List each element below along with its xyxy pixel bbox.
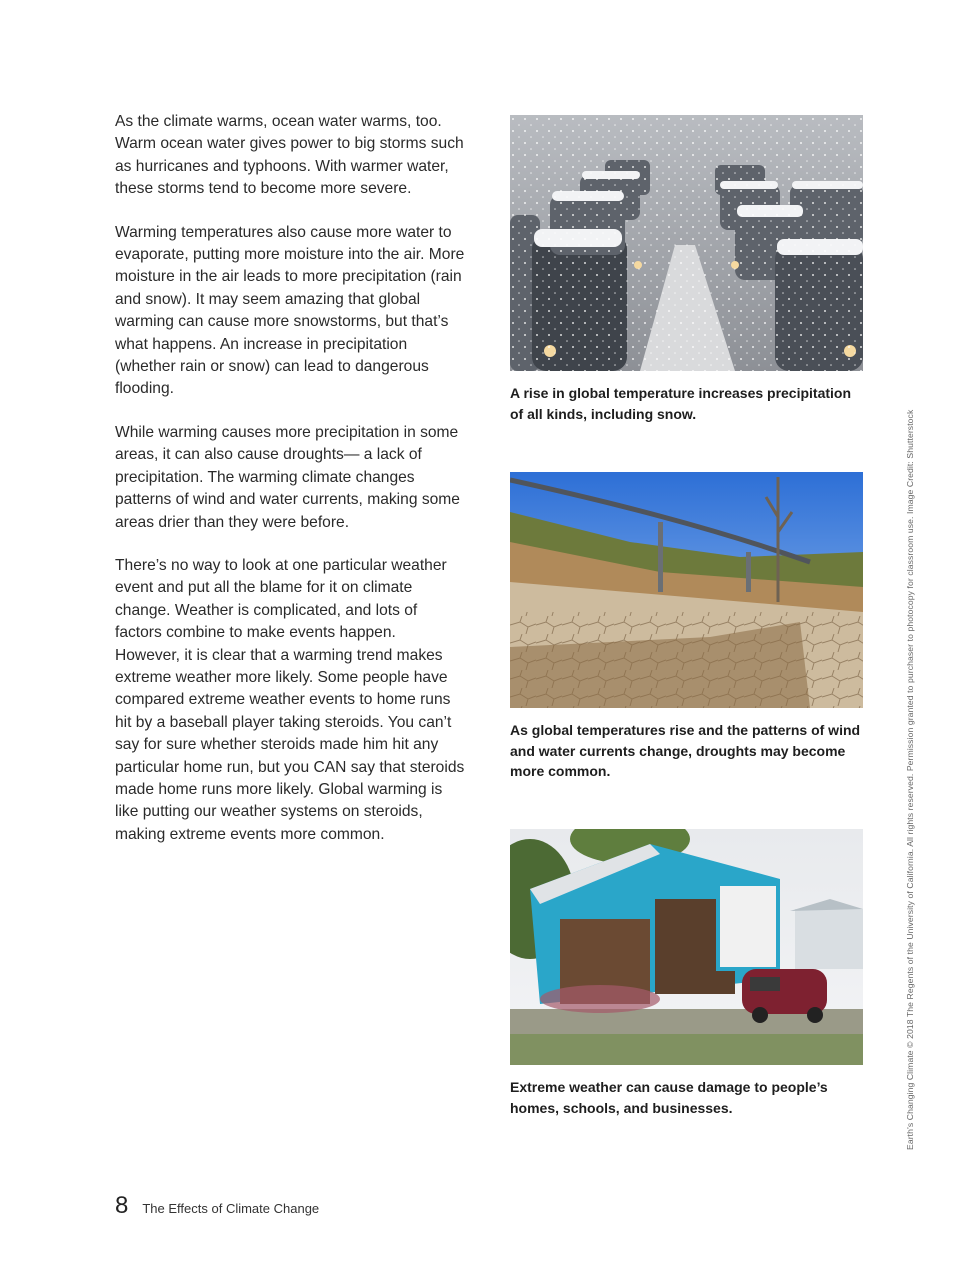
page-footer (115, 1192, 319, 1220)
figure-caption: A rise in global temperature increases precipitation of all kinds, including snow. (510, 385, 852, 422)
figure-caption: Extreme weather can cause damage to people’s homes, schools, and businesses. (510, 1079, 828, 1116)
paragraph: Warming temperatures also cause more water to evaporate, putting more moisture into the air. More moisture in the air leads to more precipitation (rain and snow). It may seem amazing that global warming can cause more snowstorms, but that’s what happens. An increase in precipitation (whether rain or snow) can lead to dangerous flooding. (115, 223, 465, 398)
figure-snow-traffic (510, 115, 863, 424)
drought-photo (510, 472, 863, 708)
paragraph: While warming causes more precipitation in some areas, it can also cause droughts— a lack of precipitation. The warming climate changes patterns of wind and water currents, making some areas drier than they were before. (115, 423, 460, 531)
page-number: 8 (115, 1192, 129, 1219)
body-text-column (115, 111, 465, 867)
storm-damage-photo (510, 829, 863, 1065)
snow-traffic-photo (510, 115, 863, 371)
paragraph: As the climate warms, ocean water warms, too. Warm ocean water gives power to big storms such as hurricanes and typhoons. With warmer water, these storms tend to become more severe. (115, 113, 464, 198)
figure-caption: As global temperatures rise and the patterns of wind and water currents change, droughts may become more common. (510, 722, 861, 779)
paragraph: There’s no way to look at one particular weather event and put all the blame for it on climate change. Weather is complicated, and lots of factors combine to make events happen. However, it is clear that a warming trend makes extreme weather more likely. Some people have compared extreme weather events to home runs hit by a baseball player taking steroids. You can’t say for sure whether steroids made him hit any particular home run, but you CAN say that steroids made home runs more likely. Global warming is like putting our weather systems on steroids, making extreme events more common. (115, 556, 465, 843)
copyright-credit: Earth’s Changing Climate © 2018 The Regents of the University of California. All rights reserved. Permission granted to purchaser to photocopy for classroom use. Image Credit: Shutterstock (905, 409, 915, 1150)
figure-drought (510, 472, 863, 782)
footer-title: The Effects of Climate Change (142, 1201, 320, 1216)
figure-storm-damage (510, 829, 863, 1118)
